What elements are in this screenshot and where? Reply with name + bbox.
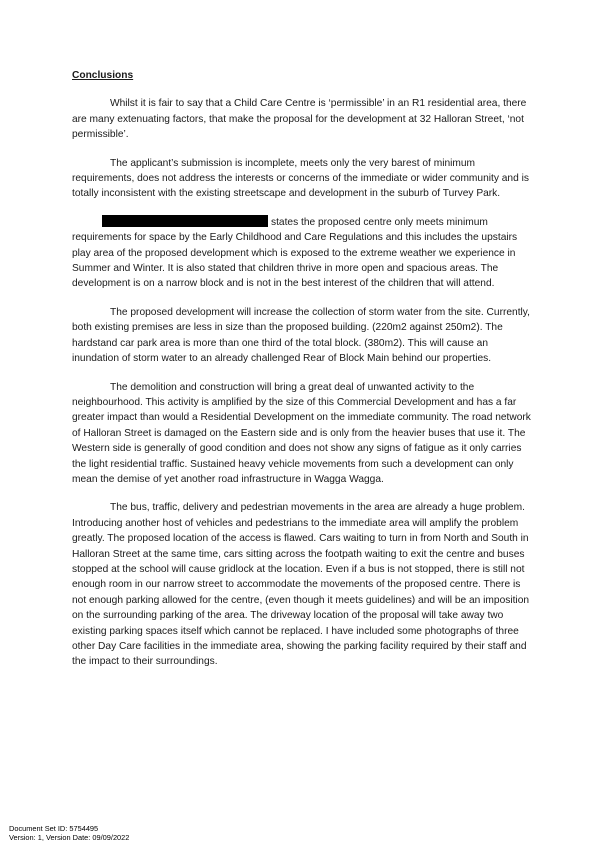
paragraph-traffic: The bus, traffic, delivery and pedestrian movements in the area are already a huge problem. Introducing another host of vehicles and pedestrians to the immediate area will amplify the problem greatly. The proposed location of the access is flawed. Cars waiting to turn in from North and South in Halloran Street at the same time, cars sitting across the footpath waiting to exit the centre and buses stopped at the school will cause gridlock at the location. Even if a bus is not stopped, there is still not enough room in our narrow street to accommodate the movements of the proposed centre. There is not enough parking allowed for the centre, (even though it meets guidelines) and will be an imposition on the surrounding parking of the area. The driveway location of the proposal will take away two existing parking spaces itself which cannot be replaced. I have included some photographs of three other Day Care facilities in the immediate area, showing the parking facility required by their staff and the impact to their surroundings.	[72, 502, 530, 668]
paragraph-space-requirements-text: states the proposed centre only meets minimum requirements for space by the Early Childhood and Care Regulations and this includes the upstairs play area of the proposed development which is exposed to the extreme weather we experience in Summer and Winter. It is also stated that children thrive in more open and spacious areas. The development is on a narrow block and is not in the best interest of the children that will attend.	[72, 216, 518, 290]
section-heading: Conclusions	[72, 70, 134, 81]
document-set-id: Document Set ID: 5754495	[9, 824, 99, 833]
paragraph-storm-water: The proposed development will increase the collection of storm water from the site. Currently, both existing premises are less in size than the proposed building. (220m2 against 250m2). The hardstand car park area is more than one third of the total block. (380m2). This will cause an inundation of storm water to an already challenged Rear of Block Main behind our properties.	[72, 306, 530, 365]
document-page	[72, 68, 534, 683]
version-info: Version: 1, Version Date: 09/09/2022	[9, 833, 130, 842]
redaction-block	[102, 215, 268, 227]
paragraph-submission: The applicant’s submission is incomplete, meets only the very barest of minimum requirements, does not address the interests or concerns of the immediate or wider community and is totally inconsistent with the existing streetscape and development in the suburb of Turvey Park.	[72, 157, 529, 200]
paragraph-space-requirements	[72, 215, 534, 292]
paragraph-demolition: The demolition and construction will bring a great deal of unwanted activity to the neighbourhood. This activity is amplified by the size of this Commercial Development and has a far greater impact than would a Residential Development on the immediate community. The road network of Halloran Street is damaged on the Eastern side and is only from the heavier buses that use it. The Western side is generally of good condition and does not show any signs of fatigue as it only carries the light residential traffic. Sustained heavy vehicle movements from such a development can only mean the demise of yet another road infrastructure in Wagga Wagga.	[72, 381, 531, 485]
document-footer	[9, 824, 129, 842]
paragraph-permissible: Whilst it is fair to say that a Child Care Centre is ‘permissible’ in an R1 residential area, there are many extenuating factors, that make the proposal for the development at 32 Halloran Street, ‘not permissible’.	[72, 98, 527, 141]
